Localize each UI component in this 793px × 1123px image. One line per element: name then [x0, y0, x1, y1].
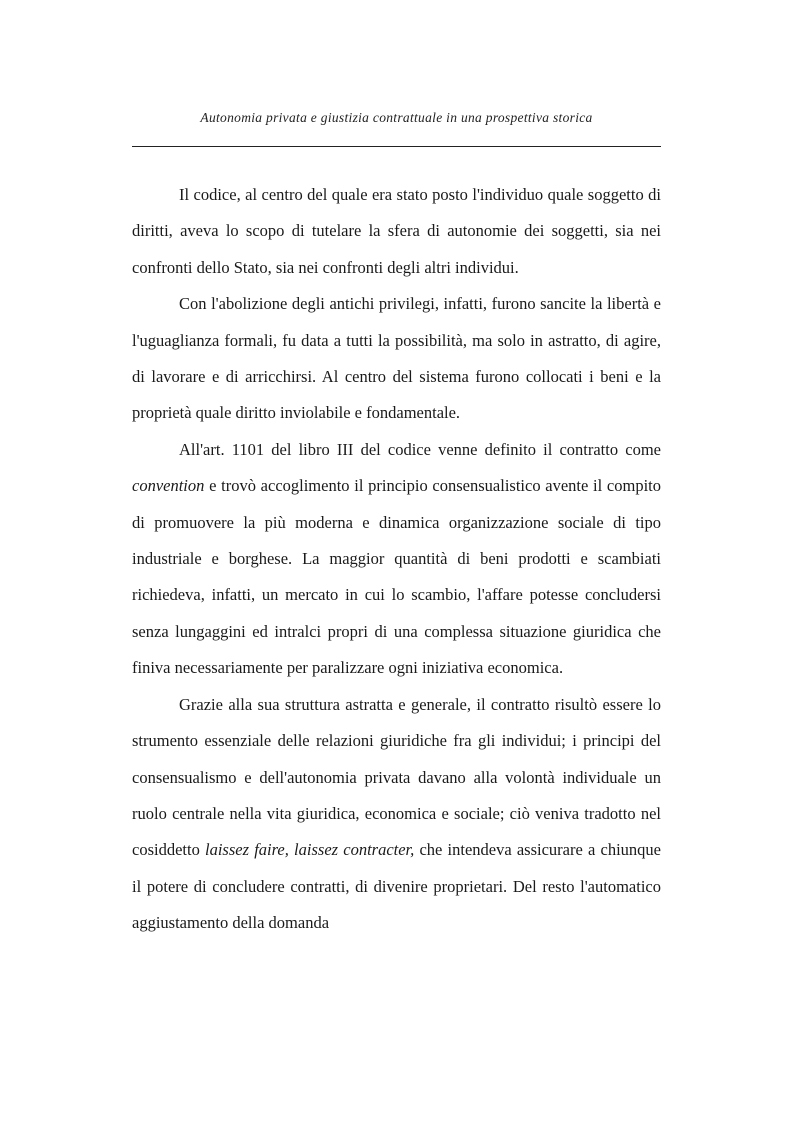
paragraph-1-text: Il codice, al centro del quale era stato posto l'individuo quale soggetto di diritti, aveva lo scopo di tutelare la sfera di autonomie dei soggetti, sia nei confronti dello Stato, sia nei confronti degli altri individui. [132, 185, 661, 277]
header-rule [132, 146, 661, 147]
paragraph-4 [132, 687, 661, 942]
paragraph-1 [132, 177, 661, 286]
paragraph-4-text-before: Grazie alla sua struttura astratta e generale, il contratto risultò essere lo strumento essenziale delle relazioni giuridiche fra gli individui; i principi del consensualismo e dell'autonomia privata davano alla volontà individuale un ruolo centrale nella vita giuridica, economica e sociale; ciò veniva tradotto nel cosiddetto [132, 694, 661, 860]
paragraph-2 [132, 286, 661, 432]
paragraph-4-italic-term: laissez faire, laissez contracter, [205, 840, 415, 860]
paragraph-3-text-before: All'art. 1101 del libro III del codice venne definito il contratto come [179, 439, 661, 459]
paragraph-2-text: Con l'abolizione degli antichi privilegi, infatti, furono sancite la libertà e l'uguaglianza formali, fu data a tutti la possibilità, ma solo in astratto, di agire, di lavorare e di arricchirsi. Al centro del sistema furono collocati i beni e la proprietà quale diritto inviolabile e fondamentale. [132, 294, 661, 423]
paragraph-4-text-after: che intendeva assicurare a chiunque il potere di concludere contratti, di divenire proprietari. Del resto l'automatico aggiustamento della domanda [132, 840, 661, 933]
body-text [132, 177, 661, 942]
paragraph-3 [132, 432, 661, 687]
paragraph-3-italic-term: convention [132, 476, 205, 496]
running-header: Autonomia privata e giustizia contrattuale in una prospettiva storica [200, 110, 593, 125]
paragraph-3-text-after: e trovò accoglimento il principio consensualistico avente il compito di promuovere la più moderna e dinamica organizzazione sociale di tipo industriale e borghese. La maggior quantità di beni prodotti e scambiati richiedeva, infatti, un mercato in cui lo scambio, l'affare potesse concludersi senza lungaggini ed intralci propri di una complessa situazione giuridica che finiva necessariamente per paralizzare ogni iniziativa economica. [132, 476, 661, 678]
